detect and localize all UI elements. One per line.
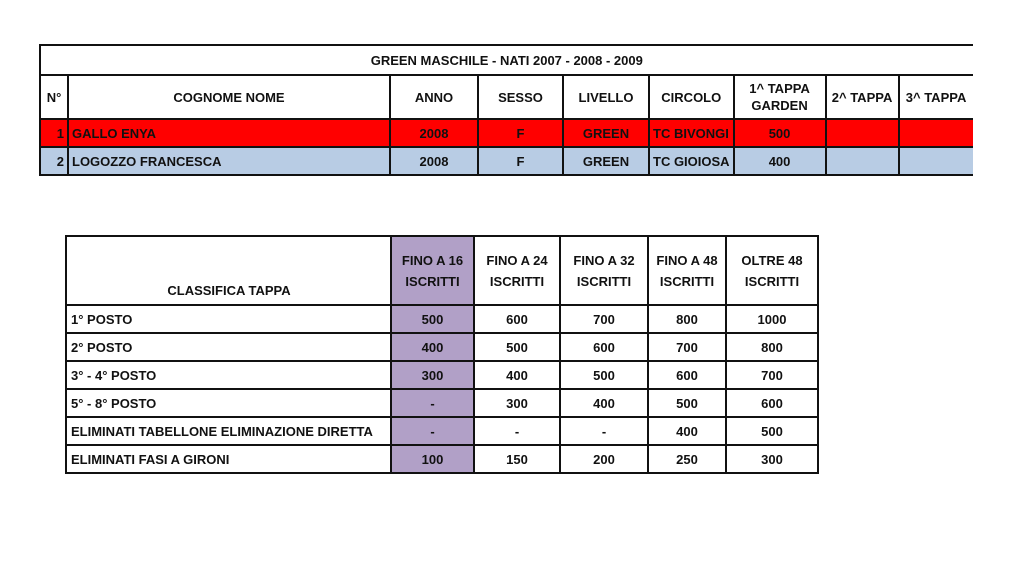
header-tappa1-line1: 1^ TAPPA: [749, 81, 810, 96]
points-row-label: 5° - 8° POSTO: [66, 389, 391, 417]
points-cell: 400: [648, 417, 726, 445]
header-name: COGNOME NOME: [68, 75, 390, 119]
header-circolo: CIRCOLO: [649, 75, 734, 119]
col-header-line1: FINO A 24: [486, 252, 548, 268]
col-header-line1: FINO A 48: [656, 252, 718, 268]
points-cell: 800: [648, 305, 726, 333]
points-cell: 500: [474, 333, 560, 361]
row-anno: 2008: [390, 119, 478, 147]
row-tappa2: [826, 119, 899, 147]
points-cell: 600: [726, 389, 818, 417]
row-circolo: TC GIOIOSA: [649, 147, 734, 175]
row-tappa2: [826, 147, 899, 175]
players-table: [39, 44, 973, 176]
col-header-24: [474, 236, 560, 305]
points-cell: 500: [648, 389, 726, 417]
header-tappa1-line2: GARDEN: [751, 98, 808, 113]
col-header-line2: ISCRITTI: [489, 273, 545, 289]
col-header-line2: ISCRITTI: [576, 273, 632, 289]
points-cell: 300: [474, 389, 560, 417]
points-cell: 400: [560, 389, 648, 417]
points-cell: 100: [391, 445, 474, 473]
points-row: [66, 417, 818, 445]
header-anno: ANNO: [390, 75, 478, 119]
points-cell: 500: [391, 305, 474, 333]
points-cell: 600: [648, 361, 726, 389]
points-cell: -: [560, 417, 648, 445]
row-circolo: TC BIVONGI: [649, 119, 734, 147]
col-header-line2: ISCRITTI: [405, 273, 460, 289]
header-sesso: SESSO: [478, 75, 563, 119]
row-num: 1: [40, 119, 68, 147]
row-livello: GREEN: [563, 147, 649, 175]
header-num: N°: [40, 75, 68, 119]
col-header-line1: FINO A 32: [573, 252, 635, 268]
row-livello: GREEN: [563, 119, 649, 147]
row-tappa1: 500: [734, 119, 826, 147]
points-row-label: 1° POSTO: [66, 305, 391, 333]
points-cell: 600: [474, 305, 560, 333]
col-header-over48: [726, 236, 818, 305]
points-cell: 300: [726, 445, 818, 473]
points-header-label: CLASSIFICA TAPPA: [66, 236, 391, 305]
points-cell: 200: [560, 445, 648, 473]
points-cell: -: [474, 417, 560, 445]
points-row-label: ELIMINATI TABELLONE ELIMINAZIONE DIRETTA: [66, 417, 391, 445]
header-tappa3: 3^ TAPPA: [899, 75, 973, 119]
points-cell: 1000: [726, 305, 818, 333]
table-title: GREEN MASCHILE - NATI 2007 - 2008 - 2009: [40, 45, 973, 75]
col-header-16: [391, 236, 474, 305]
points-row-label: 3° - 4° POSTO: [66, 361, 391, 389]
points-row-label: ELIMINATI FASI A GIRONI: [66, 445, 391, 473]
points-cell: -: [391, 389, 474, 417]
points-row: [66, 361, 818, 389]
points-cell: 700: [726, 361, 818, 389]
header-tappa2: 2^ TAPPA: [826, 75, 899, 119]
points-row-label: 2° POSTO: [66, 333, 391, 361]
col-header-line1: FINO A 16: [401, 252, 464, 268]
table-row: [40, 119, 973, 147]
points-cell: 600: [560, 333, 648, 361]
points-cell: 300: [391, 361, 474, 389]
points-row: [66, 389, 818, 417]
col-header-32: [560, 236, 648, 305]
col-header-line2: ISCRITTI: [659, 273, 715, 289]
points-cell: 700: [648, 333, 726, 361]
row-anno: 2008: [390, 147, 478, 175]
header-livello: LIVELLO: [563, 75, 649, 119]
col-header-line1: OLTRE 48: [741, 252, 803, 268]
header-tappa1: [734, 75, 826, 119]
col-header-line2: ISCRITTI: [744, 273, 800, 289]
points-cell: 150: [474, 445, 560, 473]
points-header-row: [66, 236, 818, 305]
points-cell: 500: [726, 417, 818, 445]
row-tappa3: [899, 119, 973, 147]
points-cell: 800: [726, 333, 818, 361]
points-cell: 500: [560, 361, 648, 389]
points-cell: 250: [648, 445, 726, 473]
row-sesso: F: [478, 147, 563, 175]
col-header-48: [648, 236, 726, 305]
row-tappa1: 400: [734, 147, 826, 175]
row-num: 2: [40, 147, 68, 175]
points-row: [66, 445, 818, 473]
row-tappa3: [899, 147, 973, 175]
points-cell: 700: [560, 305, 648, 333]
points-row: [66, 305, 818, 333]
points-table: [65, 235, 819, 474]
row-name: GALLO ENYA: [68, 119, 390, 147]
table-header-row: [40, 75, 973, 119]
row-sesso: F: [478, 119, 563, 147]
points-cell: 400: [474, 361, 560, 389]
points-cell: 400: [391, 333, 474, 361]
row-name: LOGOZZO FRANCESCA: [68, 147, 390, 175]
table-row: [40, 147, 973, 175]
points-row: [66, 333, 818, 361]
points-cell: -: [391, 417, 474, 445]
